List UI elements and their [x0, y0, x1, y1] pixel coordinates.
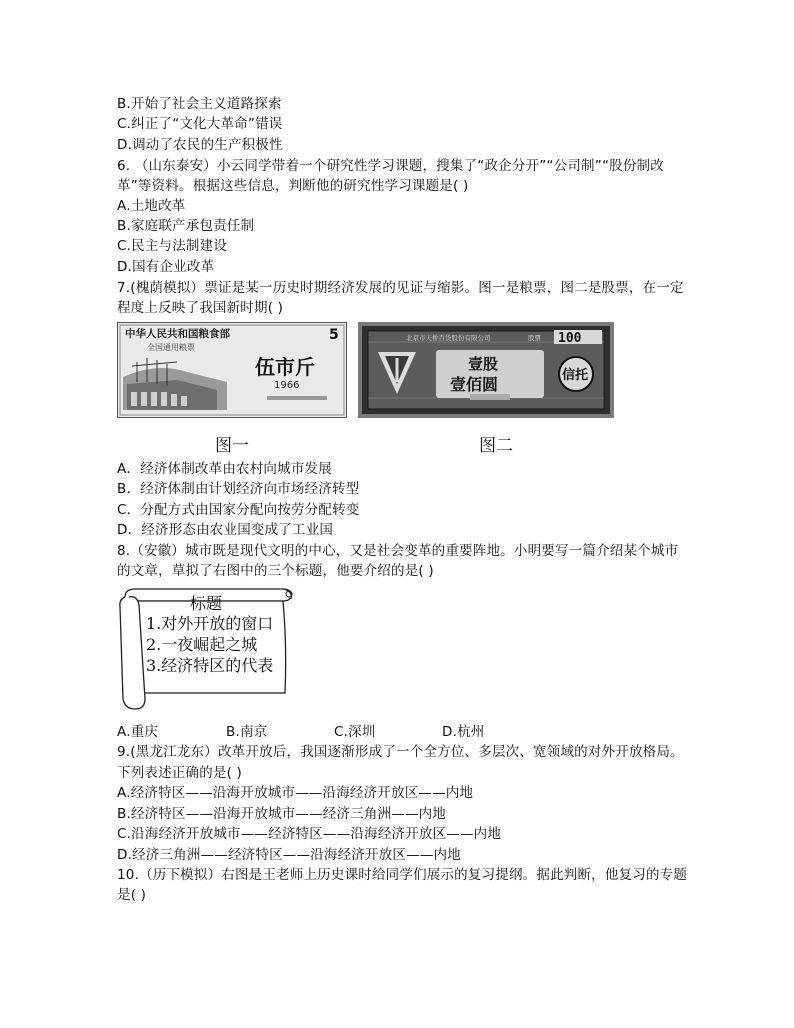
stock-header: 北京市天桥百货股份有限公司: [406, 334, 491, 342]
scroll-item: 1.对外开放的窗口: [146, 614, 274, 633]
option-a: A．经济体制改革由农村向城市发展: [117, 461, 332, 477]
text-line: 革”等资料。根据这些信息，判断他的研究性学习课题是( ): [117, 178, 469, 194]
figure-2-caption: 图二: [479, 436, 513, 456]
option-b: B.经济特区——沿海开放城市——经济三角洲——内地: [117, 806, 447, 822]
option-b: B．经济体制由计划经济向市场经济转型: [117, 481, 360, 497]
question-6-text: 6. （山东泰安）小云同学带着一个研究性学习课题，搜集了“政企分开”“公司制”“股份制改: [117, 158, 664, 174]
option-b: B.南京: [226, 724, 268, 740]
ticket-number: 5: [329, 327, 339, 343]
text-line: 的文章，草拟了右图中的三个标题，他要介绍的是( ): [117, 563, 434, 579]
option-c: C.深圳: [334, 724, 376, 740]
stock-tag: 股票: [528, 334, 541, 342]
ticket-sub: 全国通用粮票: [147, 343, 195, 352]
option-c: C.沿海经济开放城市——经济特区——沿海经济开放区——内地: [117, 826, 502, 842]
ticket-year: 1966: [274, 380, 300, 391]
scroll-item: 2.一夜崛起之城: [146, 635, 258, 654]
scroll-figure: [117, 585, 297, 715]
stock-number: 100: [558, 331, 582, 346]
grain-ticket-graphic: [117, 322, 347, 418]
option-b: B.家庭联产承包责任制: [117, 218, 255, 234]
text-line: D.调动了农民的生产积极性: [117, 137, 283, 153]
scroll-title: 标题: [190, 594, 223, 613]
question-9-text: 9.(黑龙江龙东）改革开放后，我国逐渐形成了一个全方位、多层次、宽领域的对外开放格局。: [117, 744, 684, 760]
question-8-text: 8.（安徽）城市既是现代文明的中心，又是社会变革的重要阵地。小明要写一篇介绍某个城市: [117, 543, 679, 559]
option-c: C.民主与法制建设: [117, 238, 228, 254]
text-line: 程度上反映了我国新时期( ): [117, 300, 284, 316]
scroll-item: 3.经济特区的代表: [146, 656, 274, 675]
question-10-text: 10.（历下模拟）右图是王老师上历史课时给同学们展示的复习提纲。据此判断，他复习的专题: [117, 867, 688, 883]
option-d: D.杭州: [442, 724, 485, 740]
figure-1-caption: 图一: [215, 436, 249, 456]
stock-line2: 壹佰圆: [450, 375, 499, 394]
option-a: A.重庆: [117, 724, 159, 740]
ticket-amount: 伍市斤: [255, 355, 315, 379]
text-line: C.纠正了“文化大革命”错误: [117, 116, 283, 132]
stock-certificate-graphic: [358, 322, 614, 418]
stock-seal: 信托: [562, 368, 589, 383]
option-d: D.经济三角洲——经济特区——沿海经济开放区——内地: [117, 847, 461, 863]
option-a: A.土地改革: [117, 198, 186, 214]
text-line: B.开始了社会主义道路探索: [117, 96, 282, 112]
text-line: 下列表述正确的是( ): [117, 765, 243, 781]
question-8-options: [117, 722, 485, 742]
option-d: D.国有企业改革: [117, 259, 215, 275]
grain-ticket-image: [117, 322, 347, 418]
ticket-header: 中华人民共和国粮食部: [125, 328, 230, 340]
option-d: D．经济形态由农业国变成了工业国: [117, 522, 334, 538]
text-line: 是( ): [117, 887, 147, 903]
question-7-text: 7.(槐荫模拟）票证是某一历史时期经济发展的见证与缩影。图一是粮票，图二是股票，在一定: [117, 280, 684, 296]
stock-certificate-image: [358, 322, 614, 418]
scroll-list: [146, 613, 273, 676]
stock-line1: 壹股: [468, 355, 499, 373]
option-a: A.经济特区——沿海开放城市——沿海经济开放区——内地: [117, 785, 474, 801]
option-c: C．分配方式由国家分配向按劳分配转变: [117, 502, 360, 518]
